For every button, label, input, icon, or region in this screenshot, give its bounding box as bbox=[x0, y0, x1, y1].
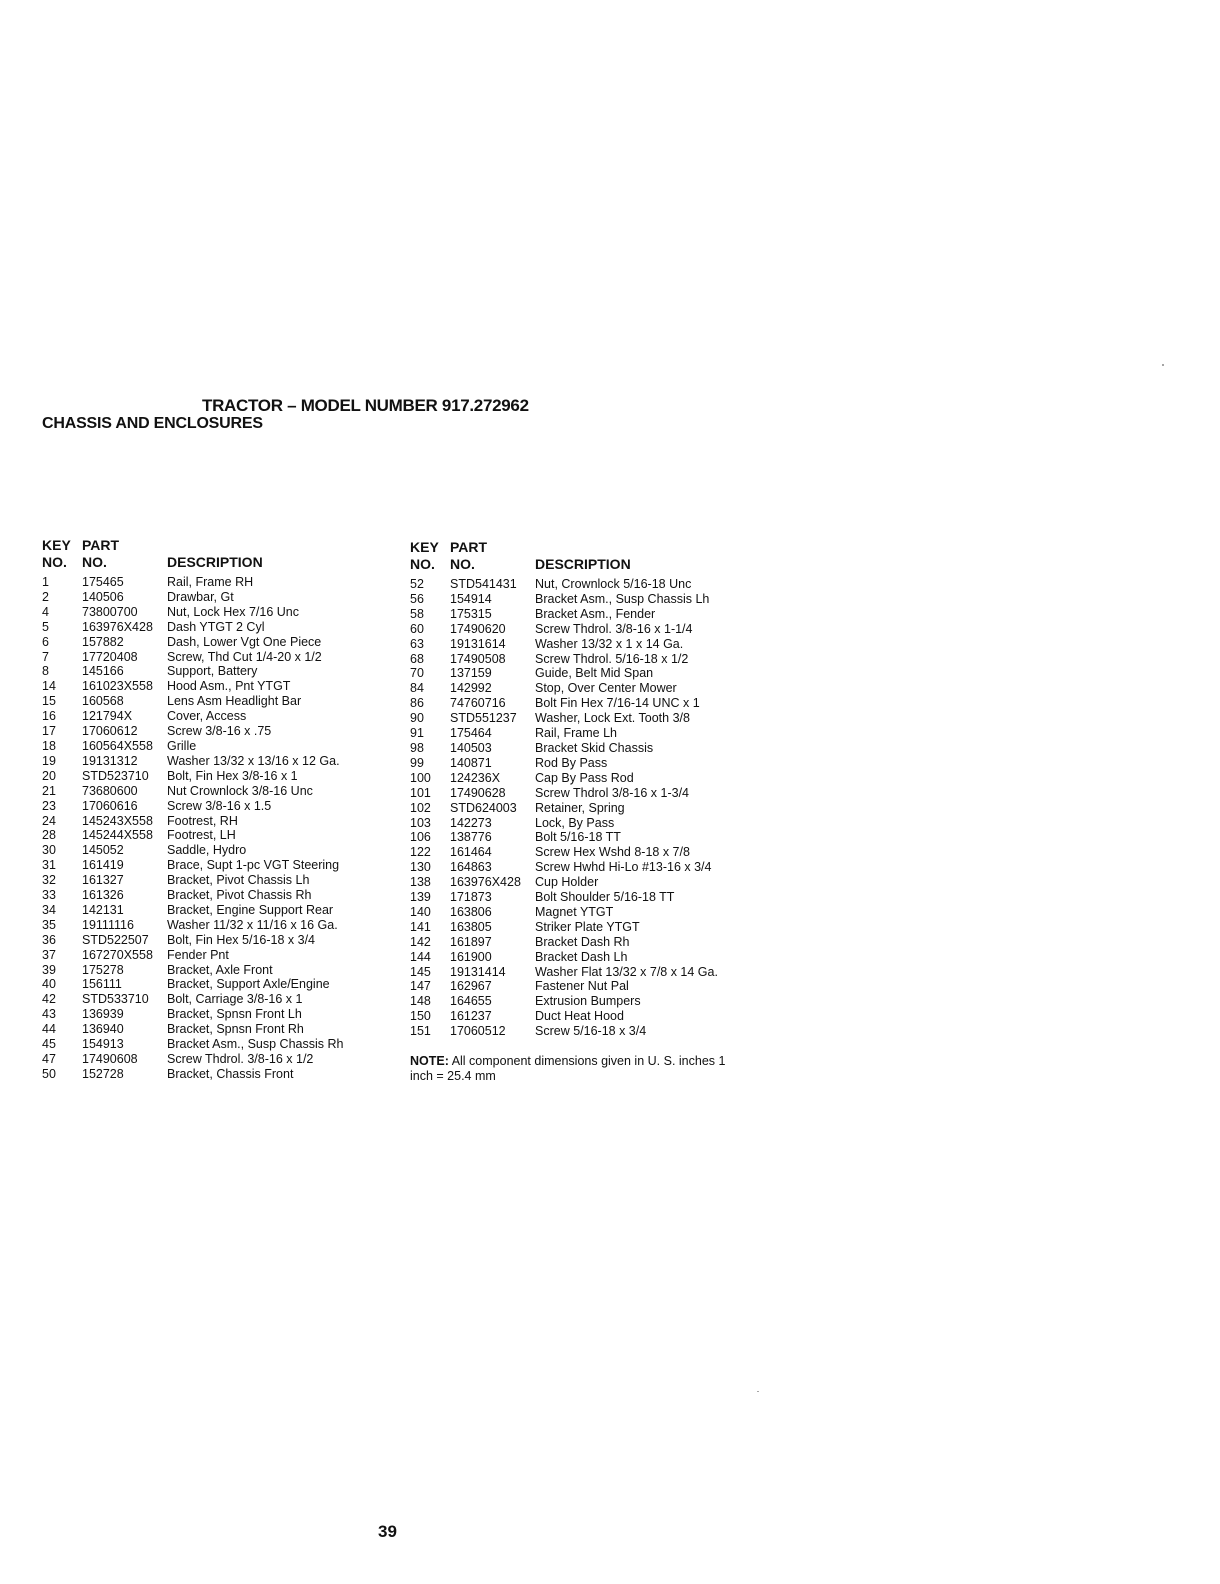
table-row bbox=[42, 1052, 343, 1067]
key-no-cell: 91 bbox=[410, 726, 424, 741]
scan-speck bbox=[757, 1391, 759, 1392]
part-no-cell: 145052 bbox=[82, 843, 124, 858]
table-row bbox=[42, 963, 343, 978]
description-cell: Screw Thdrol. 3/8-16 x 1/2 bbox=[167, 1052, 314, 1066]
header-description: DESCRIPTION bbox=[535, 556, 631, 572]
table-row bbox=[42, 724, 343, 739]
header-key-no: NO. bbox=[410, 556, 435, 572]
description-cell: Support, Battery bbox=[167, 664, 258, 679]
table-row bbox=[410, 666, 718, 681]
table-row bbox=[42, 799, 343, 814]
note-text: All component dimensions given in U. S. inches 1 inch = 25.4 mm bbox=[410, 1054, 726, 1083]
description-cell: Fastener Nut Pal bbox=[535, 979, 629, 994]
table-row bbox=[410, 830, 718, 845]
table-row bbox=[42, 814, 343, 829]
description-cell: Bracket Dash Rh bbox=[535, 934, 630, 949]
part-no-cell: 161464 bbox=[450, 845, 492, 860]
key-no-cell: 30 bbox=[42, 843, 56, 858]
table-row bbox=[42, 694, 343, 709]
key-no-cell: 139 bbox=[410, 890, 431, 905]
table-row bbox=[410, 890, 718, 905]
key-no-cell: 33 bbox=[42, 888, 56, 903]
part-no-cell: 17490508 bbox=[450, 651, 506, 666]
key-no-cell: 56 bbox=[410, 591, 424, 606]
description-cell: Cup Holder bbox=[535, 875, 599, 890]
part-no-cell: 175315 bbox=[450, 606, 492, 621]
header-part-no: NO. bbox=[82, 554, 107, 570]
part-no-cell: 160568 bbox=[82, 694, 124, 709]
table-row bbox=[42, 605, 343, 620]
description-cell: Screw Thdrol 3/8-16 x 1-3/4 bbox=[535, 785, 690, 800]
part-no-cell: 140506 bbox=[82, 589, 124, 604]
key-no-cell: 47 bbox=[42, 1052, 56, 1066]
description-cell: Bracket, Pivot Chassis Rh bbox=[167, 888, 312, 903]
part-no-cell: 145244X558 bbox=[82, 828, 153, 843]
table-header bbox=[410, 539, 718, 577]
table-row bbox=[410, 860, 718, 875]
part-no-cell: 154913 bbox=[82, 1037, 124, 1052]
description-cell: Grille bbox=[167, 738, 197, 753]
part-no-cell: 163805 bbox=[450, 919, 492, 934]
description-cell: Bolt Shoulder 5/16-18 TT bbox=[535, 890, 675, 905]
table-row bbox=[410, 786, 718, 801]
key-no-cell: 23 bbox=[42, 798, 56, 813]
key-no-cell: 35 bbox=[42, 917, 56, 932]
description-cell: Bolt, Fin Hex 3/8-16 x 1 bbox=[167, 768, 298, 783]
key-no-cell: 122 bbox=[410, 845, 431, 860]
table-row bbox=[42, 664, 343, 679]
description-cell: Rod By Pass bbox=[535, 755, 608, 770]
description-cell: Washer 13/32 x 13/16 x 12 Ga. bbox=[167, 753, 340, 768]
table-row bbox=[42, 575, 343, 590]
table-row bbox=[410, 577, 718, 592]
table-row bbox=[410, 875, 718, 890]
key-no-cell: 130 bbox=[410, 860, 431, 875]
key-no-cell: 147 bbox=[410, 979, 431, 994]
part-no-cell: 156111 bbox=[82, 977, 122, 992]
description-cell: Cover, Access bbox=[167, 709, 247, 724]
key-no-cell: 42 bbox=[42, 992, 56, 1007]
header-part: PART bbox=[82, 537, 120, 553]
key-no-cell: 16 bbox=[42, 709, 56, 724]
header-description: DESCRIPTION bbox=[167, 554, 263, 570]
key-no-cell: 138 bbox=[410, 875, 431, 890]
table-row bbox=[42, 858, 343, 873]
key-no-cell: 148 bbox=[410, 994, 431, 1009]
description-cell: Bolt Fin Hex 7/16-14 UNC x 1 bbox=[535, 696, 700, 711]
key-no-cell: 151 bbox=[410, 1024, 431, 1039]
key-no-cell: 17 bbox=[42, 724, 56, 739]
part-no-cell: 161419 bbox=[82, 858, 124, 873]
key-no-cell: 68 bbox=[410, 651, 424, 666]
part-no-cell: 152728 bbox=[82, 1066, 124, 1081]
section-subtitle: CHASSIS AND ENCLOSURES bbox=[42, 415, 263, 432]
key-no-cell: 58 bbox=[410, 606, 424, 621]
table-row bbox=[42, 977, 343, 992]
part-no-cell: 124236X bbox=[450, 770, 501, 785]
table-row bbox=[42, 650, 343, 665]
key-no-cell: 90 bbox=[410, 711, 424, 726]
key-no-cell: 1 bbox=[42, 575, 49, 589]
key-no-cell: 100 bbox=[410, 770, 431, 785]
key-no-cell: 6 bbox=[42, 634, 49, 649]
table-row bbox=[410, 979, 718, 994]
part-no-cell: STD624003 bbox=[450, 800, 517, 815]
part-no-cell: 161237 bbox=[450, 1009, 492, 1024]
part-no-cell: 160564X558 bbox=[82, 738, 153, 753]
table-row bbox=[42, 1067, 343, 1082]
dimension-note bbox=[410, 1054, 730, 1084]
table-row bbox=[42, 918, 343, 933]
table-row bbox=[410, 756, 718, 771]
part-no-cell: 154914 bbox=[450, 591, 492, 606]
table-row bbox=[410, 965, 718, 980]
description-cell: Bracket Asm., Susp Chassis Lh bbox=[535, 591, 710, 606]
key-no-cell: 7 bbox=[42, 649, 49, 664]
description-cell: Screw Hwhd Hi-Lo #13-16 x 3/4 bbox=[535, 860, 712, 875]
key-no-cell: 44 bbox=[42, 1022, 56, 1037]
part-no-cell: 163806 bbox=[450, 904, 492, 919]
key-no-cell: 102 bbox=[410, 800, 431, 815]
table-row bbox=[42, 620, 343, 635]
part-no-cell: 175465 bbox=[82, 575, 124, 589]
part-no-cell: 19131614 bbox=[450, 636, 506, 651]
table-row bbox=[410, 1024, 718, 1039]
key-no-cell: 50 bbox=[42, 1066, 56, 1081]
key-no-cell: 14 bbox=[42, 679, 56, 694]
part-no-cell: 17060612 bbox=[82, 724, 138, 739]
part-no-cell: 17060512 bbox=[450, 1024, 506, 1039]
key-no-cell: 52 bbox=[410, 577, 424, 591]
key-no-cell: 150 bbox=[410, 1009, 431, 1024]
part-no-cell: 163976X428 bbox=[82, 619, 153, 634]
part-no-cell: 161327 bbox=[82, 873, 124, 888]
description-cell: Bracket, Chassis Front bbox=[167, 1066, 294, 1081]
description-cell: Lens Asm Headlight Bar bbox=[167, 694, 302, 709]
table-row bbox=[410, 607, 718, 622]
description-cell: Bracket, Support Axle/Engine bbox=[167, 977, 330, 992]
description-cell: Hood Asm., Pnt YTGT bbox=[167, 679, 291, 694]
key-no-cell: 140 bbox=[410, 904, 431, 919]
description-cell: Nut Crownlock 3/8-16 Unc bbox=[167, 783, 313, 798]
description-cell: Lock, By Pass bbox=[535, 815, 615, 830]
part-no-cell: 161900 bbox=[450, 949, 492, 964]
key-no-cell: 101 bbox=[410, 785, 431, 800]
part-no-cell: STD522507 bbox=[82, 932, 149, 947]
table-row bbox=[410, 845, 718, 860]
table-row bbox=[42, 679, 343, 694]
description-cell: Screw Hex Wshd 8-18 x 7/8 bbox=[535, 845, 690, 860]
table-row bbox=[42, 843, 343, 858]
description-cell: Brace, Supt 1-pc VGT Steering bbox=[167, 858, 340, 873]
key-no-cell: 142 bbox=[410, 934, 431, 949]
part-no-cell: 136939 bbox=[82, 1007, 124, 1022]
table-row bbox=[410, 994, 718, 1009]
part-no-cell: 175464 bbox=[450, 726, 492, 741]
table-row bbox=[410, 950, 718, 965]
table-row bbox=[410, 905, 718, 920]
description-cell: Bracket Asm., Fender bbox=[535, 606, 656, 621]
key-no-cell: 28 bbox=[42, 828, 56, 843]
table-row bbox=[42, 784, 343, 799]
part-no-cell: 140871 bbox=[450, 755, 492, 770]
table-row bbox=[42, 888, 343, 903]
description-cell: Dash, Lower Vgt One Piece bbox=[167, 634, 322, 649]
description-cell: Bolt, Carriage 3/8-16 x 1 bbox=[167, 992, 303, 1007]
description-cell: Duct Heat Hood bbox=[535, 1009, 624, 1024]
table-row bbox=[410, 801, 718, 816]
table-row bbox=[410, 726, 718, 741]
description-cell: Drawbar, Gt bbox=[167, 589, 234, 604]
key-no-cell: 86 bbox=[410, 696, 424, 711]
table-row bbox=[410, 711, 718, 726]
table-row bbox=[42, 709, 343, 724]
key-no-cell: 15 bbox=[42, 694, 56, 709]
parts-list-right bbox=[410, 577, 718, 1039]
page-number: 39 bbox=[378, 1522, 397, 1541]
table-row bbox=[410, 816, 718, 831]
key-no-cell: 24 bbox=[42, 813, 56, 828]
parts-list-left bbox=[42, 575, 343, 1082]
table-row bbox=[42, 1007, 343, 1022]
table-row bbox=[410, 935, 718, 950]
table-row bbox=[42, 739, 343, 754]
header-part-no: NO. bbox=[450, 556, 475, 572]
key-no-cell: 84 bbox=[410, 681, 424, 696]
part-no-cell: 17060616 bbox=[82, 798, 138, 813]
description-cell: Saddle, Hydro bbox=[167, 843, 247, 858]
table-row bbox=[42, 635, 343, 650]
table-row bbox=[410, 592, 718, 607]
key-no-cell: 63 bbox=[410, 636, 424, 651]
description-cell: Footrest, LH bbox=[167, 828, 236, 843]
part-no-cell: 163976X428 bbox=[450, 875, 521, 890]
table-header bbox=[42, 537, 343, 575]
table-row bbox=[42, 1037, 343, 1052]
description-cell: Bracket, Engine Support Rear bbox=[167, 902, 334, 917]
table-row bbox=[42, 903, 343, 918]
table-row bbox=[42, 933, 343, 948]
key-no-cell: 43 bbox=[42, 1007, 56, 1022]
description-cell: Bracket Dash Lh bbox=[535, 949, 628, 964]
table-row bbox=[410, 920, 718, 935]
part-no-cell: 164863 bbox=[450, 860, 492, 875]
description-cell: Bracket, Axle Front bbox=[167, 962, 273, 977]
description-cell: Retainer, Spring bbox=[535, 800, 625, 815]
table-row bbox=[410, 637, 718, 652]
key-no-cell: 103 bbox=[410, 815, 431, 830]
key-no-cell: 70 bbox=[410, 666, 424, 681]
description-cell: Screw, Thd Cut 1/4-20 x 1/2 bbox=[167, 649, 322, 664]
part-no-cell: 162967 bbox=[450, 979, 492, 994]
part-no-cell: 138776 bbox=[450, 830, 492, 845]
part-no-cell: 17490628 bbox=[450, 785, 506, 800]
key-no-cell: 5 bbox=[42, 619, 49, 634]
key-no-cell: 32 bbox=[42, 873, 56, 888]
table-row bbox=[42, 828, 343, 843]
key-no-cell: 36 bbox=[42, 932, 56, 947]
part-no-cell: 137159 bbox=[450, 666, 492, 681]
key-no-cell: 37 bbox=[42, 947, 56, 962]
part-no-cell: 74760716 bbox=[450, 696, 506, 711]
header-key: KEY bbox=[42, 537, 71, 553]
part-no-cell: 167270X558 bbox=[82, 947, 153, 962]
note-label: NOTE: bbox=[410, 1054, 449, 1068]
part-no-cell: 73680600 bbox=[82, 783, 138, 798]
description-cell: Extrusion Bumpers bbox=[535, 994, 641, 1009]
part-no-cell: 145166 bbox=[82, 664, 124, 679]
table-row bbox=[410, 622, 718, 637]
table-row bbox=[42, 769, 343, 784]
page-title: TRACTOR – MODEL NUMBER 917.272962 bbox=[202, 396, 529, 415]
part-no-cell: 145243X558 bbox=[82, 813, 153, 828]
part-no-cell: 19131414 bbox=[450, 964, 506, 979]
description-cell: Bracket, Spnsn Front Lh bbox=[167, 1007, 302, 1022]
description-cell: Stop, Over Center Mower bbox=[535, 681, 677, 696]
part-no-cell: 161897 bbox=[450, 934, 492, 949]
key-no-cell: 106 bbox=[410, 830, 431, 845]
part-no-cell: 17490620 bbox=[450, 621, 506, 636]
key-no-cell: 144 bbox=[410, 949, 431, 964]
part-no-cell: 73800700 bbox=[82, 604, 138, 619]
description-cell: Bracket, Spnsn Front Rh bbox=[167, 1022, 304, 1037]
description-cell: Bracket, Pivot Chassis Lh bbox=[167, 873, 310, 888]
key-no-cell: 99 bbox=[410, 755, 424, 770]
key-no-cell: 19 bbox=[42, 753, 56, 768]
description-cell: Screw 3/8-16 x .75 bbox=[167, 724, 272, 739]
table-row bbox=[410, 681, 718, 696]
description-cell: Bracket Skid Chassis bbox=[535, 740, 654, 755]
header-key: KEY bbox=[410, 539, 439, 555]
description-cell: Washer Flat 13/32 x 7/8 x 14 Ga. bbox=[535, 964, 718, 979]
key-no-cell: 45 bbox=[42, 1037, 56, 1052]
part-no-cell: 171873 bbox=[450, 890, 492, 905]
table-row bbox=[42, 1022, 343, 1037]
description-cell: Screw Thdrol. 3/8-16 x 1-1/4 bbox=[535, 621, 693, 636]
description-cell: Rail, Frame Lh bbox=[535, 726, 617, 741]
table-row bbox=[410, 741, 718, 756]
part-no-cell: 19111116 bbox=[82, 917, 134, 932]
description-cell: Bracket Asm., Susp Chassis Rh bbox=[167, 1037, 344, 1052]
part-no-cell: 142273 bbox=[450, 815, 492, 830]
key-no-cell: 21 bbox=[42, 783, 56, 798]
key-no-cell: 34 bbox=[42, 902, 56, 917]
part-no-cell: 140503 bbox=[450, 740, 492, 755]
part-no-cell: 17720408 bbox=[82, 649, 138, 664]
part-no-cell: 175278 bbox=[82, 962, 124, 977]
description-cell: Striker Plate YTGT bbox=[535, 919, 640, 934]
table-row bbox=[410, 1009, 718, 1024]
key-no-cell: 98 bbox=[410, 740, 424, 755]
key-no-cell: 8 bbox=[42, 664, 49, 679]
description-cell: Dash YTGT 2 Cyl bbox=[167, 619, 265, 634]
description-cell: Screw Thdrol. 5/16-18 x 1/2 bbox=[535, 651, 689, 666]
part-no-cell: 19131312 bbox=[82, 753, 138, 768]
description-cell: Washer 11/32 x 11/16 x 16 Ga. bbox=[167, 917, 338, 932]
header-key-no: NO. bbox=[42, 554, 67, 570]
key-no-cell: 141 bbox=[410, 919, 431, 934]
description-cell: Cap By Pass Rod bbox=[535, 770, 634, 785]
description-cell: Fender Pnt bbox=[167, 947, 229, 962]
part-no-cell: 161023X558 bbox=[82, 679, 153, 694]
part-no-cell: STD551237 bbox=[450, 711, 517, 726]
part-no-cell: STD533710 bbox=[82, 992, 149, 1007]
parts-table-right bbox=[410, 539, 718, 1039]
table-row bbox=[42, 948, 343, 963]
table-row bbox=[410, 696, 718, 711]
part-no-cell: 157882 bbox=[82, 634, 124, 649]
scan-speck bbox=[1162, 364, 1164, 366]
description-cell: Screw 3/8-16 x 1.5 bbox=[167, 798, 272, 813]
key-no-cell: 39 bbox=[42, 962, 56, 977]
description-cell: Footrest, RH bbox=[167, 813, 238, 828]
description-cell: Rail, Frame RH bbox=[167, 575, 254, 589]
table-row bbox=[410, 652, 718, 667]
description-cell: Washer, Lock Ext. Tooth 3/8 bbox=[535, 711, 690, 726]
parts-table-left bbox=[42, 537, 343, 1082]
table-row bbox=[42, 590, 343, 605]
key-no-cell: 4 bbox=[42, 604, 49, 619]
key-no-cell: 18 bbox=[42, 738, 56, 753]
part-no-cell: 164655 bbox=[450, 994, 492, 1009]
description-cell: Nut, Lock Hex 7/16 Unc bbox=[167, 604, 300, 619]
description-cell: Magnet YTGT bbox=[535, 904, 614, 919]
header-part: PART bbox=[450, 539, 488, 555]
table-row bbox=[42, 992, 343, 1007]
description-cell: Washer 13/32 x 1 x 14 Ga. bbox=[535, 636, 684, 651]
table-row bbox=[410, 771, 718, 786]
description-cell: Nut, Crownlock 5/16-18 Unc bbox=[535, 577, 692, 591]
key-no-cell: 20 bbox=[42, 768, 56, 783]
key-no-cell: 2 bbox=[42, 589, 49, 604]
part-no-cell: 161326 bbox=[82, 888, 124, 903]
part-no-cell: 142992 bbox=[450, 681, 492, 696]
part-no-cell: STD541431 bbox=[450, 577, 517, 591]
table-row bbox=[42, 873, 343, 888]
part-no-cell: 142131 bbox=[82, 902, 124, 917]
description-cell: Screw 5/16-18 x 3/4 bbox=[535, 1024, 647, 1039]
part-no-cell: 17490608 bbox=[82, 1052, 138, 1066]
table-row bbox=[42, 754, 343, 769]
description-cell: Bolt 5/16-18 TT bbox=[535, 830, 621, 845]
description-cell: Bolt, Fin Hex 5/16-18 x 3/4 bbox=[167, 932, 315, 947]
part-no-cell: 121794X bbox=[82, 709, 133, 724]
key-no-cell: 40 bbox=[42, 977, 56, 992]
part-no-cell: STD523710 bbox=[82, 768, 149, 783]
key-no-cell: 31 bbox=[42, 858, 56, 873]
key-no-cell: 60 bbox=[410, 621, 424, 636]
description-cell: Guide, Belt Mid Span bbox=[535, 666, 654, 681]
key-no-cell: 145 bbox=[410, 964, 431, 979]
part-no-cell: 136940 bbox=[82, 1022, 124, 1037]
